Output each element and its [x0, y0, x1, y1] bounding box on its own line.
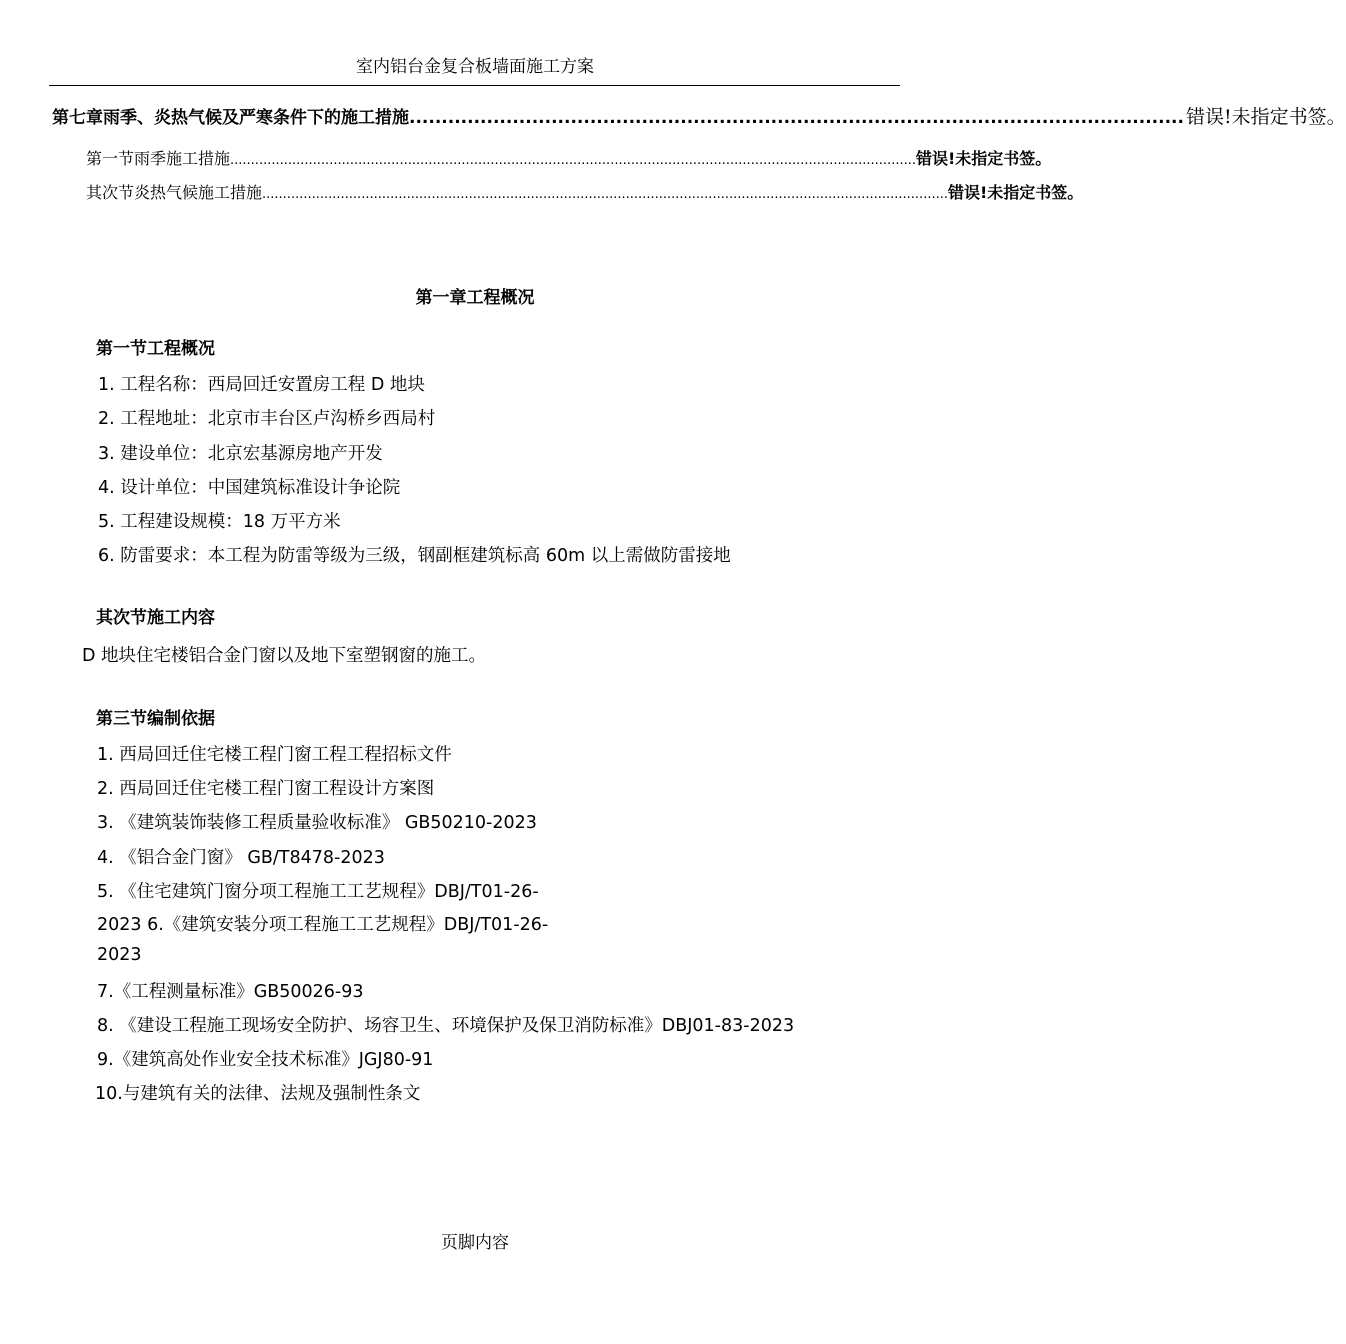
toc-entry-page-error: 错误!未指定书签。 — [1185, 106, 1346, 128]
list-item: 8. 《建设工程施工现场安全防护、场容卫生、环境保护及保卫消防标准》DBJ01-83-2023 — [97, 1016, 795, 1036]
toc-entry-chapter7[interactable] — [52, 102, 1346, 129]
list-item: 3. 建设单位：北京宏基源房地产开发 — [98, 444, 383, 464]
toc-leader-dots: ........................................................................................................................ — [409, 108, 1184, 128]
chapter-title: 第一章工程概况 — [415, 288, 535, 308]
toc-entry-page-error: 错误!未指定书签。 — [915, 149, 1052, 168]
toc-entry-page-error: 错误!未指定书签。 — [947, 183, 1084, 202]
section-title: 其次节施工内容 — [96, 608, 215, 628]
list-item: 5. 《住宅建筑门窗分项工程施工工艺规程》DBJ/T01-26- — [97, 882, 539, 902]
page-footer: 页脚内容 — [441, 1233, 509, 1253]
page-header-title: 室内铝台金复合板墙面施工方案 — [356, 57, 594, 77]
toc-entry-section2[interactable] — [86, 180, 1084, 203]
list-item: 2023 6.《建筑安装分项工程施工工艺规程》DBJ/T01-26- — [97, 915, 549, 935]
list-item: 3. 《建筑装饰装修工程质量验收标准》 GB50210-2023 — [97, 813, 537, 833]
list-item: 2. 西局回迁住宅楼工程门窗工程设计方案图 — [97, 779, 435, 799]
list-item: 5. 工程建设规模：18 万平方米 — [98, 512, 341, 532]
list-item: 9.《建筑高处作业安全技术标准》JGJ80-91 — [97, 1050, 434, 1070]
toc-leader-dots: ...................................................................................................................................................................... — [230, 153, 916, 168]
section-body-text: D 地块住宅楼铝合金门窗以及地下室塑钢窗的施工。 — [82, 646, 487, 666]
list-item: 1. 工程名称：西局回迁安置房工程 D 地块 — [98, 375, 425, 395]
list-item: 10.与建筑有关的法律、法规及强制性条文 — [95, 1084, 421, 1104]
toc-leader-dots: ...................................................................................................................................................................... — [262, 187, 948, 202]
list-item: 4. 设计单位：中国建筑标准设计争论院 — [98, 478, 401, 498]
toc-entry-label: 第七章雨季、炎热气候及严寒条件下的施工措施 — [52, 108, 409, 128]
list-item: 6. 防雷要求：本工程为防雷等级为三级，钢副框建筑标高 60m 以上需做防雷接地 — [98, 546, 731, 566]
toc-entry-label: 其次节炎热气候施工措施 — [86, 183, 263, 202]
section-title: 第三节编制依据 — [96, 709, 215, 729]
header-divider — [49, 85, 900, 86]
list-item: 4. 《铝合金门窗》 GB/T8478-2023 — [97, 848, 385, 868]
list-item: 1. 西局回迁住宅楼工程门窗工程工程招标文件 — [97, 745, 452, 765]
list-item: 2023 — [97, 945, 142, 965]
list-item: 7.《工程测量标准》GB50026-93 — [97, 982, 364, 1002]
toc-entry-section1[interactable] — [86, 146, 1052, 169]
list-item: 2. 工程地址：北京市丰台区卢沟桥乡西局村 — [98, 409, 436, 429]
section-title: 第一节工程概况 — [96, 339, 215, 359]
toc-entry-label: 第一节雨季施工措施 — [86, 149, 231, 168]
